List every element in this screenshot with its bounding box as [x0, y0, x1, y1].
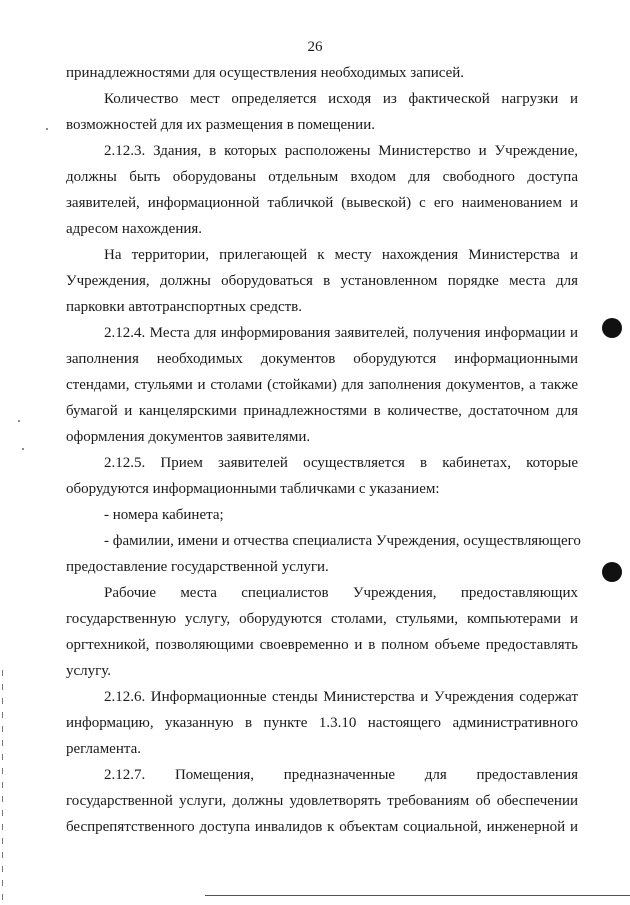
text-line: - номера кабинета;	[104, 507, 224, 523]
text-line: стендами, стульями и столами (стойками) для заполнения документов, а также	[66, 377, 578, 393]
text-line: оборудуются информационными табличками с указанием:	[66, 481, 440, 497]
text-line: услугу.	[66, 663, 112, 679]
text-line: государственной услуги, должны удовлетворять требованиям об обеспечении	[66, 793, 578, 809]
page-number: 26	[307, 39, 323, 55]
text-line: должны быть оборудованы отдельным входом для свободного доступа	[66, 169, 578, 185]
punch-hole-mark	[602, 318, 622, 338]
text-line: беспрепятственного доступа инвалидов к объектам социальной, инженерной и	[66, 819, 578, 835]
scan-edge-shadow	[2, 670, 3, 900]
scan-speck	[22, 448, 24, 450]
punch-hole-mark	[602, 562, 622, 582]
text-line: оргтехникой, позволяющими своевременно и в полном объеме предоставлять	[66, 637, 578, 653]
text-line: возможностей для их размещения в помещении.	[66, 117, 375, 133]
text-line: 2.12.4. Места для информирования заявителей, получения информации и	[104, 325, 578, 341]
text-line: регламента.	[66, 741, 142, 757]
text-line: заполнения необходимых документов оборудуются информационными	[66, 351, 578, 367]
text-line: предоставление государственной услуги.	[66, 559, 329, 575]
text-line: 2.12.6. Информационные стенды Министерства и Учреждения содержат	[104, 689, 578, 705]
scan-speck	[18, 420, 20, 422]
text-line: бумагой и канцелярскими принадлежностями в количестве, достаточном для	[66, 403, 578, 419]
text-line: Рабочие места специалистов Учреждения, предоставляющих	[104, 585, 578, 601]
text-line: заявителей, информационной табличкой (вывеской) с его наименованием и	[66, 195, 578, 211]
text-line: - фамилии, имени и отчества специалиста Учреждения, осуществляющего	[104, 533, 581, 549]
text-line: На территории, прилегающей к месту нахождения Министерства и	[104, 247, 578, 263]
text-line: 2.12.5. Прием заявителей осуществляется в кабинетах, которые	[104, 455, 578, 471]
text-line: оформления документов заявителями.	[66, 429, 311, 445]
text-line: адресом нахождения.	[66, 221, 203, 237]
text-line: принадлежностями для осуществления необходимых записей.	[66, 65, 465, 81]
text-line: Учреждения, должны оборудоваться в установленном порядке места для	[66, 273, 578, 289]
text-line: государственную услугу, оборудуются столами, стульями, компьютерами и	[66, 611, 578, 627]
scan-speck	[46, 128, 48, 130]
text-line: 2.12.7. Помещения, предназначенные для предоставления	[104, 767, 578, 783]
text-line: парковки автотранспортных средств.	[66, 299, 303, 315]
text-line: информацию, указанную в пункте 1.3.10 настоящего административного	[66, 715, 578, 731]
scan-edge-line	[205, 895, 630, 896]
text-line: 2.12.3. Здания, в которых расположены Министерство и Учреждение,	[104, 143, 578, 159]
text-line: Количество мест определяется исходя из фактической нагрузки и	[104, 91, 578, 107]
